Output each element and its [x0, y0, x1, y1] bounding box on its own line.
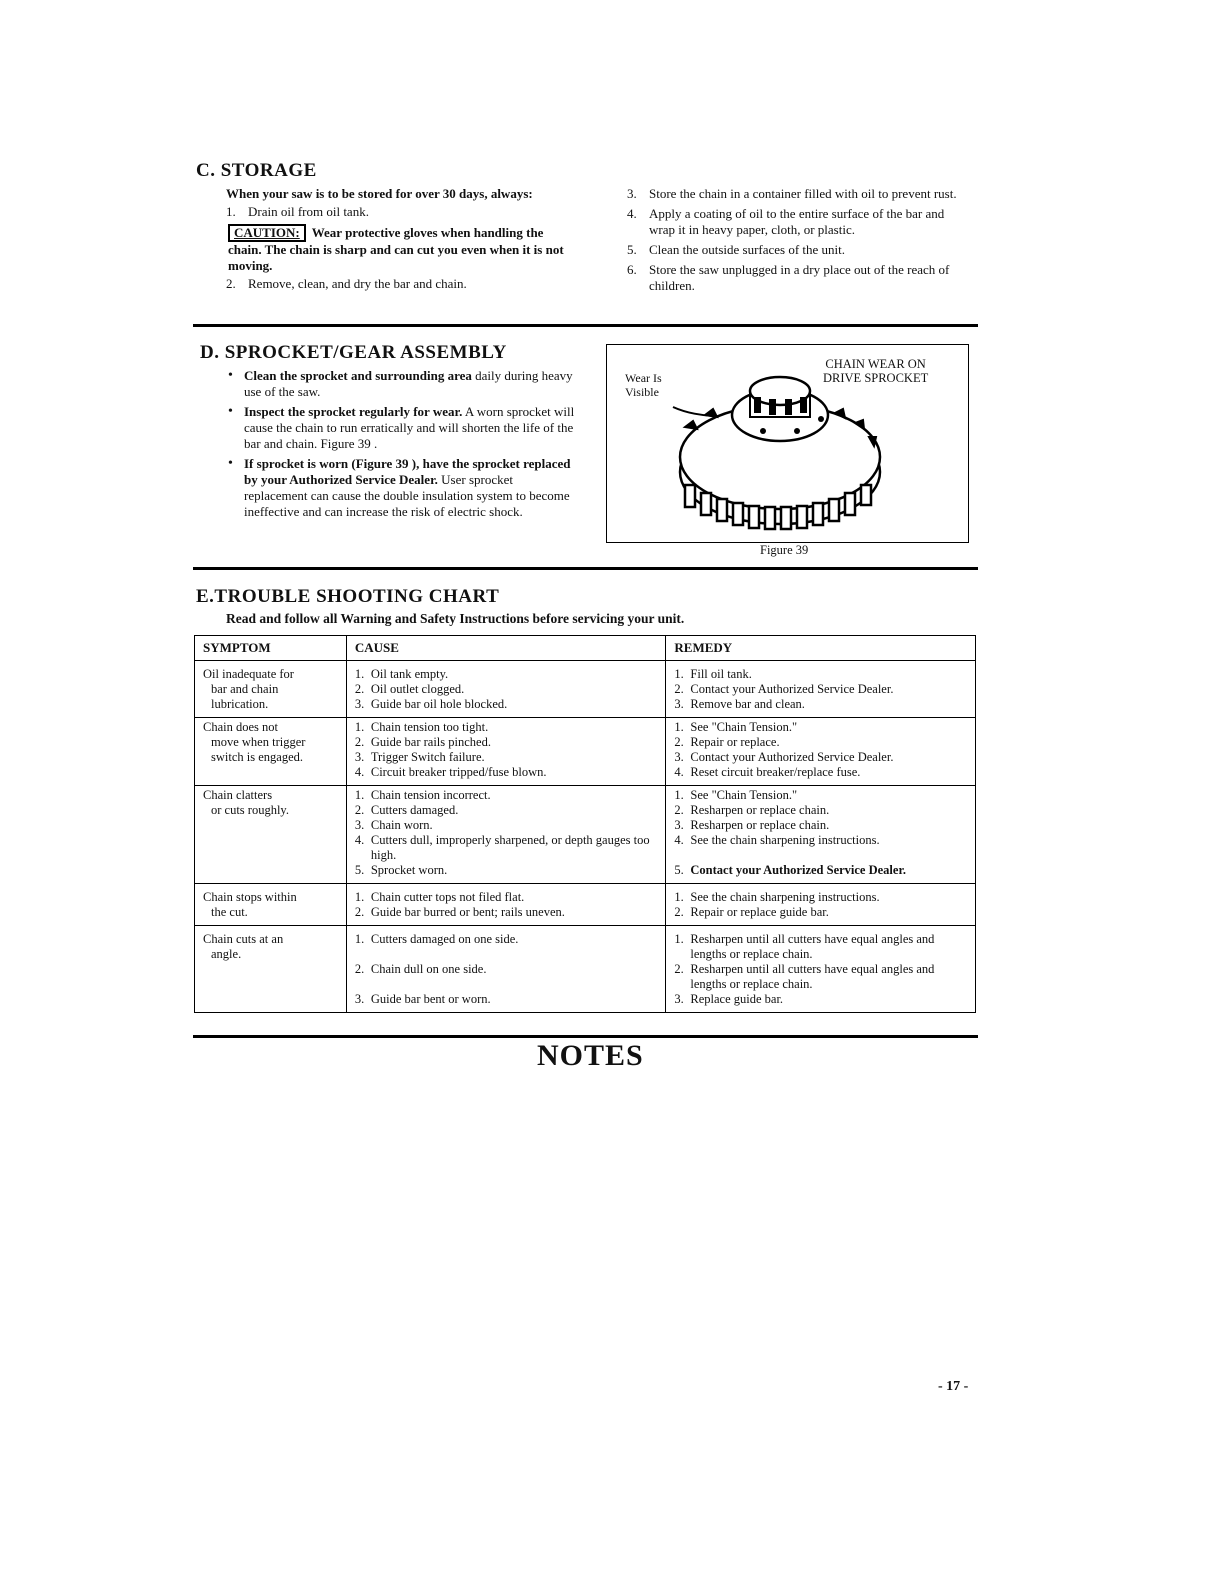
header-remedy: REMEDY [666, 636, 976, 661]
table-header-row [195, 636, 976, 661]
storage-step-3 [627, 186, 972, 202]
section-divider [193, 324, 978, 327]
notes-title: NOTES [537, 1039, 644, 1072]
step-text: Apply a coating of oil to the entire surface of the bar and wrap it in heavy paper, cloth, or plastic. [649, 206, 945, 237]
table-row [195, 926, 976, 1013]
bullet-text: User sprocket replacement can cause the double insulation system to become ineffective and can increase the risk of electric shock. [244, 472, 570, 519]
step-number: 6. [627, 262, 637, 277]
figure-39-box [606, 344, 969, 543]
table-row [195, 661, 976, 718]
symptom-cell: Chain clatters or cuts roughly. [195, 786, 347, 884]
step-number: 4. [627, 206, 637, 221]
step-number: 2. [226, 276, 236, 291]
step-text: Remove, clean, and dry the bar and chain. [248, 276, 467, 291]
step-text: Store the chain in a container filled with oil to prevent rust. [649, 186, 957, 201]
table-row [195, 786, 976, 884]
bullet-text: A worn sprocket will cause the chain to run erratically and will shorten the life of the bar and chain. Figure 39 . [244, 404, 575, 451]
bullet-text: daily during heavy use of the saw. [244, 368, 573, 399]
storage-steps-left-2 [226, 276, 576, 292]
remedy-cell: 1. See the chain sharpening instructions. 2. Repair or replace guide bar. [666, 884, 976, 926]
step-text: Clean the outside surfaces of the unit. [649, 242, 846, 257]
sprocket-bullet-list [228, 368, 576, 520]
header-cause: CAUSE [346, 636, 666, 661]
storage-right-column [627, 186, 972, 294]
storage-step-2 [226, 276, 576, 292]
remedy-cell: 1. Fill oil tank. 2. Contact your Authorized Service Dealer. 3. Remove bar and clean. [666, 661, 976, 718]
storage-steps-right [627, 186, 972, 294]
step-number: 3. [627, 186, 637, 201]
remedy-cell: 1. See "Chain Tension." 2. Repair or replace. 3. Contact your Authorized Service Dealer. 4. Reset circuit breaker/replace fuse. [666, 718, 976, 786]
step-number: 5. [627, 242, 637, 257]
storage-step-4 [627, 206, 972, 238]
section-divider [193, 1035, 978, 1038]
sprocket-gear-illustration [655, 357, 885, 537]
storage-step-1 [226, 204, 576, 220]
figure-label-wear: Wear Is Visible [625, 371, 662, 399]
step-number: 1. [226, 204, 236, 219]
cause-cell: 1. Chain tension too tight. 2. Guide bar rails pinched. 3. Trigger Switch failure. 4. Circuit breaker tripped/fuse blown. [346, 718, 666, 786]
storage-step-6 [627, 262, 972, 294]
caution-block [228, 224, 576, 274]
cause-cell: 1. Chain cutter tops not filed flat. 2. Guide bar burred or bent; rails uneven. [346, 884, 666, 926]
figure-39-caption: Figure 39 [760, 543, 809, 557]
bullet-bold-text: Clean the sprocket and surrounding area [244, 368, 472, 383]
trouble-shooting-table [194, 635, 976, 1013]
bullet-bold-text: If sprocket is worn (Figure 39 ), have the sprocket replaced by your Authorized Service Dealer. [244, 456, 571, 487]
remedy-cell: 1. Resharpen until all cutters have equal angles and lengths or replace chain. 2. Resharpen until all cutters have equal angles and lengths or replace chain. 3. Replace guide bar. [666, 926, 976, 1013]
storage-intro: When your saw is to be stored for over 30 days, always: [226, 186, 533, 201]
trouble-subtitle: Read and follow all Warning and Safety Instructions before servicing your unit. [226, 611, 685, 626]
table-row [195, 884, 976, 926]
cause-cell: 1. Cutters damaged on one side. 2. Chain dull on one side. 3. Guide bar bent or worn. [346, 926, 666, 1013]
storage-left-column [226, 186, 576, 292]
sprocket-bullets [228, 368, 576, 524]
symptom-cell: Chain does not move when trigger switch is engaged. [195, 718, 347, 786]
step-text: Store the saw unplugged in a dry place out of the reach of children. [649, 262, 950, 293]
symptom-cell: Chain stops within the cut. [195, 884, 347, 926]
remedy-cell: 1. See "Chain Tension." 2. Resharpen or replace chain. 3. Resharpen or replace chain. 4. See the chain sharpening instructions. 5. Contact your Authorized Service Dealer. [666, 786, 976, 884]
header-symptom: SYMPTOM [195, 636, 347, 661]
sprocket-heading: D. SPROCKET/GEAR ASSEMBLY [200, 342, 507, 363]
storage-heading: C. STORAGE [196, 160, 317, 181]
storage-steps-left [226, 204, 576, 220]
sprocket-bullet-3 [228, 456, 576, 520]
trouble-heading: E.TROUBLE SHOOTING CHART [196, 586, 500, 607]
symptom-cell: Oil inadequate for bar and chain lubrication. [195, 661, 347, 718]
bullet-bold-text: Inspect the sprocket regularly for wear. [244, 404, 463, 419]
figure-label-chain-wear: CHAIN WEAR ON DRIVE SPROCKET [823, 357, 929, 385]
page-number: - 17 - [938, 1379, 969, 1394]
cause-cell: 1. Oil tank empty. 2. Oil outlet clogged. 3. Guide bar oil hole blocked. [346, 661, 666, 718]
table-row [195, 718, 976, 786]
cause-cell: 1. Chain tension incorrect. 2. Cutters damaged. 3. Chain worn. 4. Cutters dull, improperly sharpened, or depth gauges too high. 5. Sprocket worn. [346, 786, 666, 884]
section-divider [193, 567, 978, 570]
sprocket-bullet-2 [228, 404, 576, 452]
sprocket-bullet-1 [228, 368, 576, 400]
symptom-cell: Chain cuts at an angle. [195, 926, 347, 1013]
storage-step-5 [627, 242, 972, 258]
caution-text: Wear protective gloves when handling the chain. The chain is sharp and can cut you even when it is not moving. [228, 225, 564, 273]
step-text: Drain oil from oil tank. [248, 204, 369, 219]
caution-label: CAUTION: [228, 224, 306, 242]
